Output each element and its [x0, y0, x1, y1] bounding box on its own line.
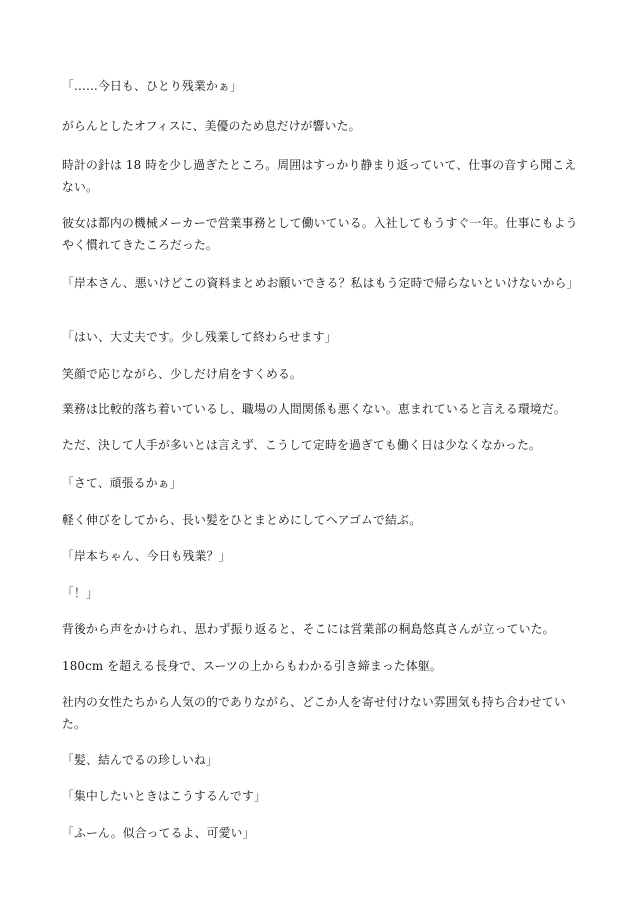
paragraph-7: 笑顔で応じながら、少しだけ肩をすくめる。 [62, 367, 302, 381]
paragraph-15: 180cm を超える長身で、スーツの上からもわかる引き締まった体躯。 [62, 659, 442, 673]
paragraph-8: 業務は比較的落ち着いているし、職場の人間関係も悪くない。恵まれていると言える環境だ。 [62, 402, 566, 416]
paragraph-19: 「ふーん。似合ってるよ、可愛い」 [62, 826, 255, 840]
paragraph-12: 「岸本ちゃん、今日も残業？」 [62, 549, 231, 563]
paragraph-14: 背後から声をかけられ、思わず振り返ると、そこには営業部の桐島悠真さんが立っていた。 [62, 622, 555, 636]
paragraph-2: がらんとしたオフィスに、美優のため息だけが響いた。 [62, 119, 361, 133]
paragraph-9: ただ、決して人手が多いとは言えず、こうして定時を過ぎても働く日は少なくなかった。 [62, 438, 541, 452]
paragraph-5: 「岸本さん、悪いけどこの資料まとめお願いできる？私はもう定時で帰らないといけないから」 [62, 276, 579, 290]
paragraph-10: 「さて、頑張るかぁ」 [62, 476, 182, 490]
paragraph-3: 時計の針は 18 時を少し過ぎたところ。周囲はすっかり静まり返っていて、仕事の音すら聞こえない。 [62, 158, 577, 194]
paragraph-16: 社内の女性たちから人気の的でありながら、どこか人を寄せ付けない雰囲気も持ち合わせていた。 [62, 695, 566, 731]
paragraph-4: 彼女は都内の機械メーカーで営業事務として働いている。入社してもうすぐ一年。仕事にもようやく慣れてきたころだった。 [62, 216, 578, 252]
paragraph-6: 「はい、大丈夫です。少し残業して終わらせます」 [62, 330, 337, 344]
paragraph-1: 「……今日も、ひとり残業かぁ」 [62, 79, 242, 93]
paragraph-11: 軽く伸びをしてから、長い髪をひとまとめにしてヘアゴムで結ぶ。 [62, 513, 422, 527]
paragraph-17: 「髪、結んでるの珍しいね」 [62, 753, 218, 767]
paragraph-13: 「！」 [62, 586, 98, 600]
paragraph-18: 「集中したいときはこうするんです」 [62, 789, 266, 803]
